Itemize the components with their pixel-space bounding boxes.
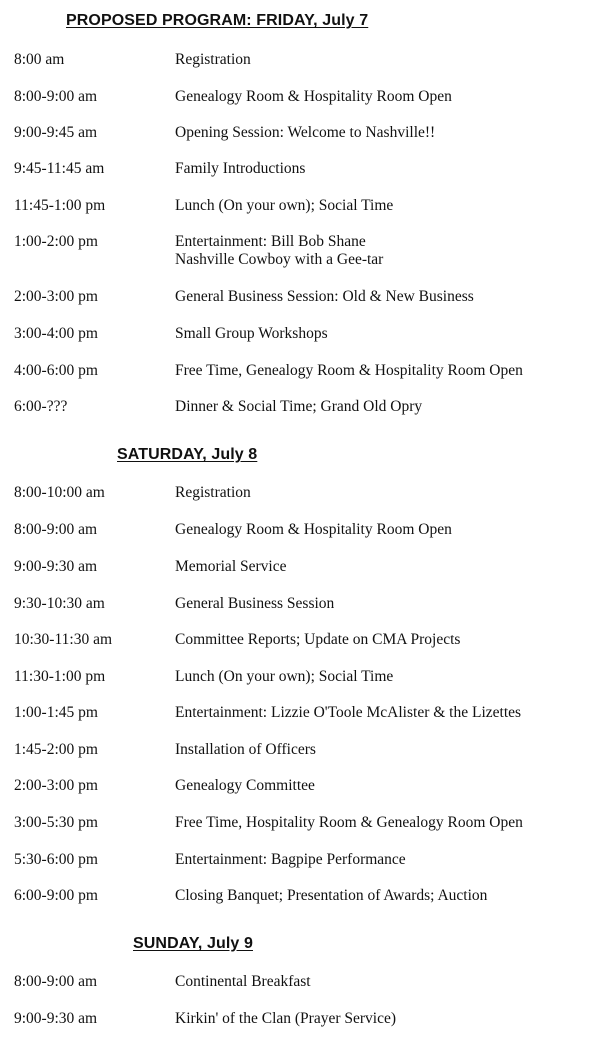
row-event: Family Introductions <box>175 160 306 177</box>
row-time: 9:00-9:30 am <box>14 558 98 575</box>
row-time: 2:00-3:00 pm <box>14 288 98 305</box>
row-time: 8:00-10:00 am <box>14 484 105 501</box>
row-event: Free Time, Hospitality Room & Genealogy Room Open <box>175 814 523 831</box>
row-event: Continental Breakfast <box>175 973 311 990</box>
row-event: General Business Session <box>175 595 335 612</box>
saturday-heading: SATURDAY, July 8 <box>117 446 258 463</box>
row-event: Committee Reports; Update on CMA Projects <box>175 631 461 648</box>
row-time: 9:45-11:45 am <box>14 160 105 177</box>
friday-heading: PROPOSED PROGRAM: FRIDAY, July 7 <box>66 12 369 29</box>
row-event: Genealogy Room & Hospitality Room Open <box>175 521 452 538</box>
row-time: 8:00-9:00 am <box>14 88 98 105</box>
row-time: 9:30-10:30 am <box>14 595 105 612</box>
row-event: Lunch (On your own); Social Time <box>175 668 394 685</box>
row-time: 8:00 am <box>14 51 65 68</box>
row-time: 6:00-??? <box>14 398 68 415</box>
row-event: Free Time, Genealogy Room & Hospitality Room Open <box>175 362 523 379</box>
row-event: Lunch (On your own); Social Time <box>175 197 394 214</box>
sunday-heading: SUNDAY, July 9 <box>133 935 253 952</box>
row-event <box>175 233 383 269</box>
row-event: Genealogy Committee <box>175 777 315 794</box>
row-event: Genealogy Room & Hospitality Room Open <box>175 88 452 105</box>
row-time: 11:45-1:00 pm <box>14 197 106 214</box>
row-time: 9:00-9:30 am <box>14 1010 98 1027</box>
row-time: 6:00-9:00 pm <box>14 887 98 904</box>
row-time: 1:00-2:00 pm <box>14 233 98 250</box>
row-time: 10:30-11:30 am <box>14 631 113 648</box>
row-time: 3:00-5:30 pm <box>14 814 98 831</box>
row-event: General Business Session: Old & New Business <box>175 288 474 305</box>
row-time: 1:00-1:45 pm <box>14 704 98 721</box>
row-event: Memorial Service <box>175 558 287 575</box>
row-event: Registration <box>175 484 251 501</box>
row-event: Opening Session: Welcome to Nashville!! <box>175 124 436 141</box>
row-time: 8:00-9:00 am <box>14 973 98 990</box>
row-time: 8:00-9:00 am <box>14 521 98 538</box>
row-event: Registration <box>175 51 251 68</box>
row-time: 5:30-6:00 pm <box>14 851 98 868</box>
row-time: 2:00-3:00 pm <box>14 777 98 794</box>
row-event: Dinner & Social Time; Grand Old Opry <box>175 398 423 415</box>
row-time: 3:00-4:00 pm <box>14 325 98 342</box>
row-time: 4:00-6:00 pm <box>14 362 98 379</box>
row-event: Entertainment: Lizzie O'Toole McAlister & the Lizettes <box>175 704 522 721</box>
row-time: 1:45-2:00 pm <box>14 741 98 758</box>
row-event: Closing Banquet; Presentation of Awards; Auction <box>175 887 488 904</box>
row-event-line1: Entertainment: Bill Bob Shane <box>175 233 366 250</box>
row-event: Small Group Workshops <box>175 325 328 342</box>
row-event: Installation of Officers <box>175 741 316 758</box>
row-event-line2: Nashville Cowboy with a Gee-tar <box>175 251 384 268</box>
row-event: Kirkin' of the Clan (Prayer Service) <box>175 1010 397 1027</box>
row-event: Entertainment: Bagpipe Performance <box>175 851 406 868</box>
row-time: 9:00-9:45 am <box>14 124 98 141</box>
row-time: 11:30-1:00 pm <box>14 668 106 685</box>
